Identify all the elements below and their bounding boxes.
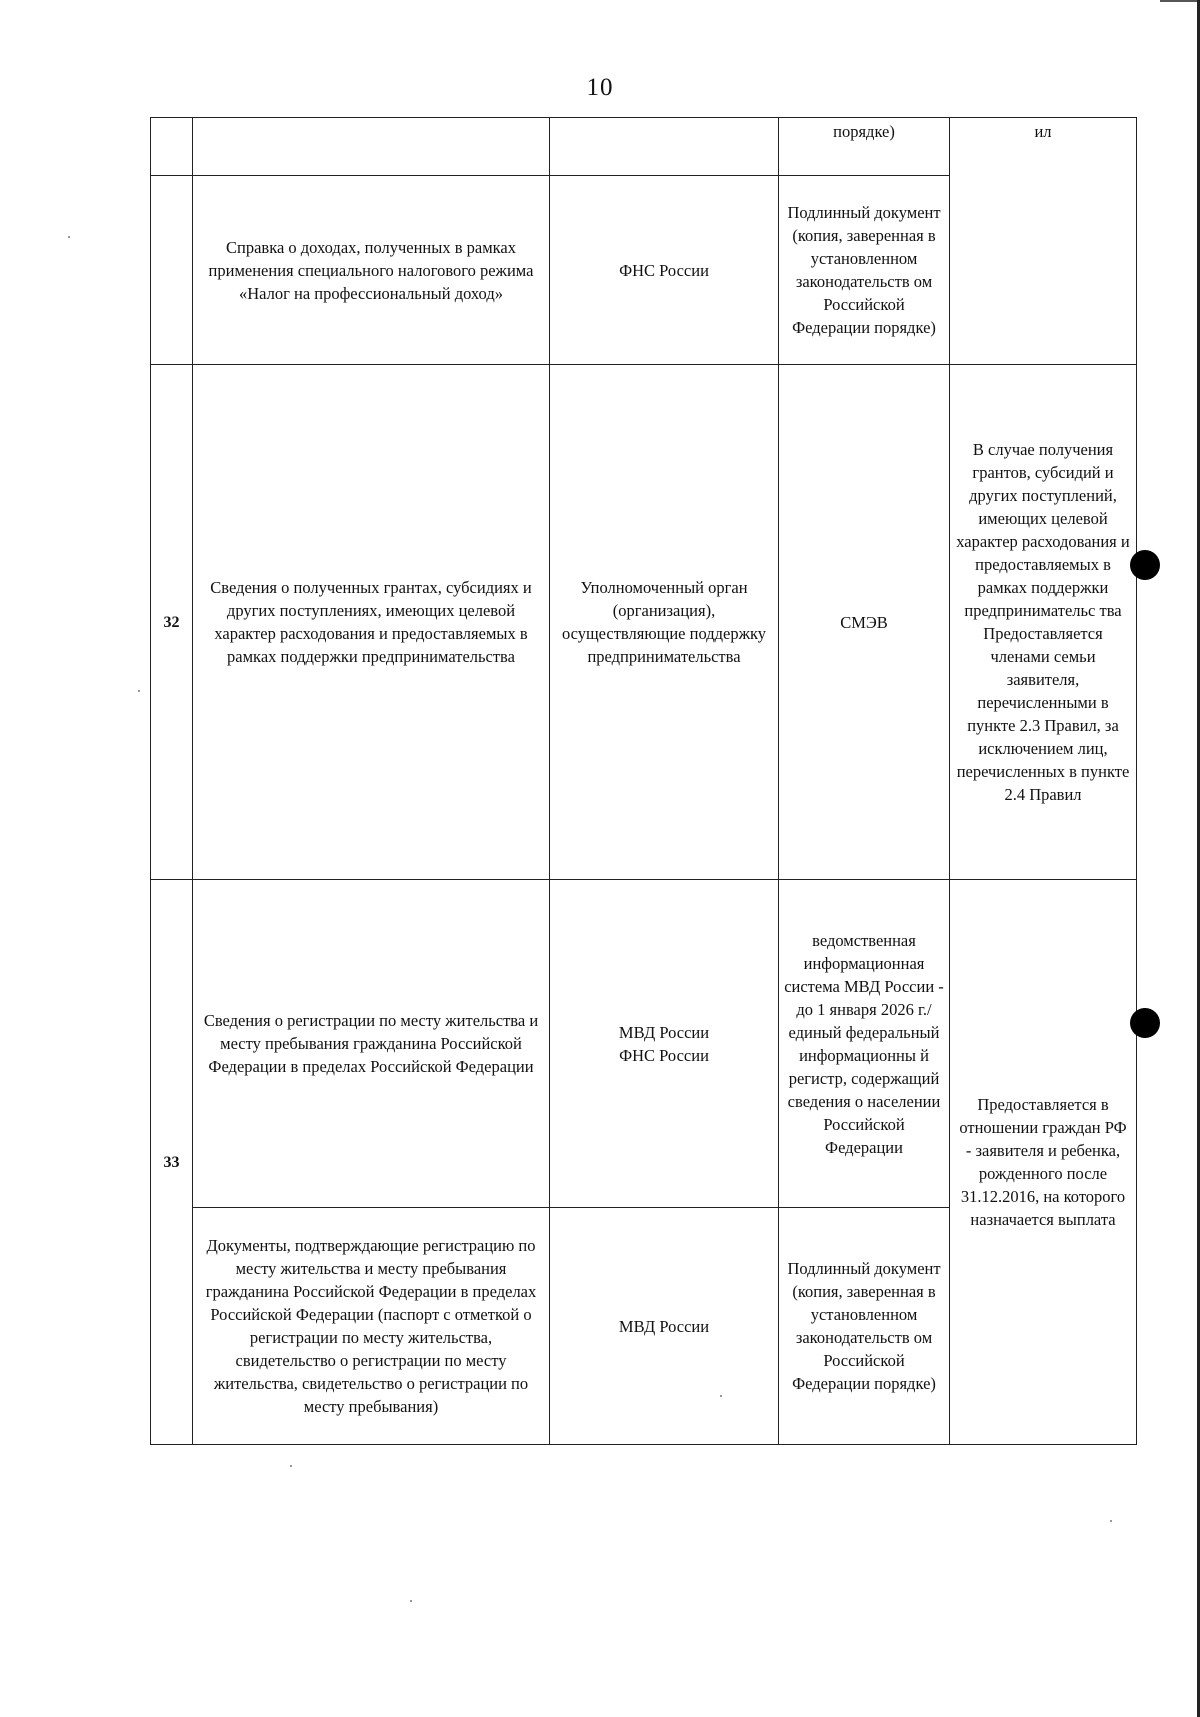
cell-provider: [550, 118, 779, 176]
provider-line: МВД России: [618, 1022, 710, 1042]
scan-speckle: [410, 1600, 412, 1602]
binder-hole-mark: [1130, 550, 1160, 580]
documents-table: [150, 117, 1137, 1445]
cell-document: [193, 118, 550, 176]
scan-speckle: [1110, 1520, 1112, 1522]
cell-document: Сведения о регистрации по месту жительства и месту пребывания гражданина Российской Федерации в пределах Российской Федерации: [193, 880, 550, 1208]
cell-document: Документы, подтверждающие регистрацию по месту жительства и месту пребывания гражданина Российской Федерации в пределах Российской Федерации (паспорт с отметкой о регистрации по месту жительства, свидетельство о регистрации по месту жительства, свидетельство о регистрации по месту пребывания): [193, 1208, 550, 1445]
scan-speckle: [68, 236, 70, 238]
table-row-32: [151, 365, 1137, 880]
table-row-continuation: [151, 118, 1137, 176]
cell-num: [151, 176, 193, 365]
cell-provider: [550, 880, 779, 1208]
cell-provider: ФНС России: [550, 176, 779, 365]
cell-num: 33: [151, 880, 193, 1445]
scan-speckle: [290, 1465, 292, 1467]
cell-num: 32: [151, 365, 193, 880]
cell-source: СМЭВ: [779, 365, 950, 880]
scan-speckle: [720, 1395, 722, 1397]
cell-note: Предоставляется в отношении граждан РФ - заявителя и ребенка, рожденного после 31.12.2016, на которого назначается выплата: [950, 880, 1137, 1445]
cell-document: Справка о доходах, полученных в рамках применения специального налогового режима «Налог на профессиональный доход»: [193, 176, 550, 365]
table-row-33-registration-info: [151, 880, 1137, 1208]
page-number: 10: [586, 74, 614, 101]
cell-source: Подлинный документ (копия, заверенная в установленном законодательств ом Российской Федерации порядке): [779, 176, 950, 365]
cell-source: порядке): [779, 118, 950, 176]
cell-source: ведомственная информационная система МВД России - до 1 января 2026 г./ единый федеральный информационны й регистр, содержащий сведения о населении Российской Федерации: [779, 880, 950, 1208]
provider-line: ФНС России: [619, 1045, 709, 1065]
cell-note: В случае получения грантов, субсидий и других поступлений, имеющих целевой характер расходования и предоставляемых в рамках поддержки предпринимательс тва Предоставляется членами семьи заявителя, перечисленными в пункте 2.3 Правил, за исключением лиц, перечисленных в пункте 2.4 Правил: [950, 365, 1137, 880]
scan-border-top: [1160, 0, 1200, 2]
cell-num: [151, 118, 193, 176]
cell-note: ил: [950, 118, 1137, 365]
cell-source: Подлинный документ (копия, заверенная в установленном законодательств ом Российской Федерации порядке): [779, 1208, 950, 1445]
cell-provider: Уполномоченный орган (организация), осуществляющие поддержку предпринимательства: [550, 365, 779, 880]
cell-provider: МВД России: [550, 1208, 779, 1445]
cell-document: Сведения о полученных грантах, субсидиях и других поступлениях, имеющих целевой характер расходования и предоставляемых в рамках поддержки предпринимательства: [193, 365, 550, 880]
binder-hole-mark: [1130, 1008, 1160, 1038]
scan-speckle: [138, 690, 140, 692]
